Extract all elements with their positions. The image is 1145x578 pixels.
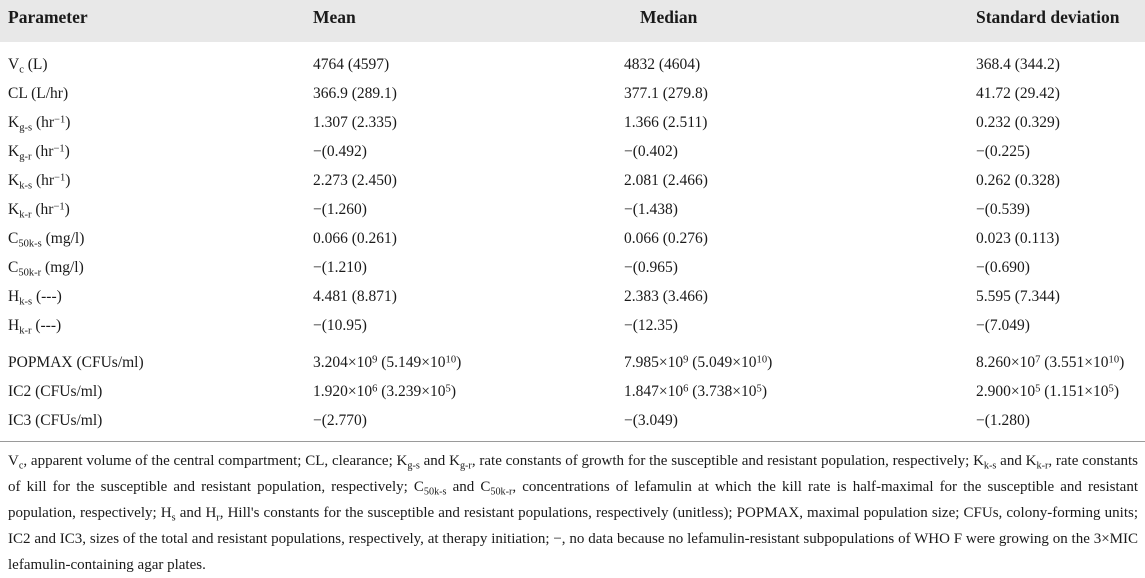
median-cell: 2.383 (3.466) (624, 288, 708, 305)
sd-cell: −(0.690) (976, 259, 1030, 276)
median-cell: −(1.438) (624, 201, 678, 218)
header-parameter: Parameter (8, 7, 88, 27)
median-cell: $1.847\times 10^6$ $(3.738\times 10^5)$ (624, 383, 767, 400)
mean-cell: $3.204\times 10^9$ $(5.149\times 10^{10})$ (313, 354, 462, 371)
mean-cell: 2.273 (2.450) (313, 172, 397, 189)
header-median: Median (640, 7, 698, 27)
table-footnote: $V_c$, apparent volume of the central compartment; CL, clearance; $K_{g-s}$ and $K_{g-r}$, rate constants of growth for the susceptible and resistant population, respectively; $K_{k-s}$ and $K_{k-r}$, rate constants of kill for the susceptible and resistant population, respectively; $C_{50k-s}$ and $C_{50k-r}$, concentrations of lefamulin at which the kill rate is half-maximal for the susceptible and resistant population, respectively; $H_s$ and $H_r$, Hill's constants for the susceptible and resistant populations, respectively (unitless); POPMAX, maximal population size; CFUs, colony-forming units; IC2 and IC3, sizes of the total and resistant populations, respectively, at therapy initiation; −, no data because no lefamulin-resistant subpopulations of WHO F were growing on the 3×MIC lefamulin-containing agar plates. (8, 453, 1139, 573)
mean-cell: −(10.95) (313, 317, 367, 334)
table-row (0, 79, 1145, 108)
sd-cell: 368.4 (344.2) (976, 56, 1060, 73)
header-mean: Mean (313, 7, 356, 27)
median-cell: −(0.965) (624, 259, 678, 276)
table-row (0, 108, 1145, 137)
sd-cell: $8.260\times 10^7$ $(3.551\times 10^{10})$ (976, 354, 1125, 371)
table-row (0, 195, 1145, 224)
median-cell: 2.081 (2.466) (624, 172, 708, 189)
mean-cell: −(2.770) (313, 412, 367, 429)
param-cell: IC3 (CFUs/ml) (8, 412, 103, 429)
sd-cell: 41.72 (29.42) (976, 85, 1060, 102)
sd-cell: −(7.049) (976, 317, 1030, 334)
param-cell: IC2 (CFUs/ml) (8, 383, 103, 400)
table-row (0, 282, 1145, 311)
sd-cell: 0.232 (0.329) (976, 114, 1060, 131)
mean-cell: −(1.210) (313, 259, 367, 276)
param-cell: $K_{k-s}$ $(hr^{-1})$ (8, 172, 71, 192)
sd-cell: 5.595 (7.344) (976, 288, 1060, 305)
sd-cell: −(0.539) (976, 201, 1030, 218)
mean-cell: 0.066 (0.261) (313, 230, 397, 247)
table-row-ic2 (0, 377, 1145, 406)
mean-cell: 1.307 (2.335) (313, 114, 397, 131)
median-cell: 377.1 (279.8) (624, 85, 708, 102)
param-cell: $K_{g-s}$ $(hr^{-1})$ (8, 114, 71, 134)
mean-cell: 366.9 (289.1) (313, 85, 397, 102)
param-cell: $C_{50k-r}$ (mg/l) (8, 259, 84, 279)
param-cell: $H_{k-s}$ (---) (8, 288, 62, 308)
median-cell: 0.066 (0.276) (624, 230, 708, 247)
median-cell: −(12.35) (624, 317, 678, 334)
median-cell: −(3.049) (624, 412, 678, 429)
table-row-ic3 (0, 406, 1145, 435)
mean-cell: −(1.260) (313, 201, 367, 218)
table-row-popmax (0, 348, 1145, 377)
table-header-row (0, 4, 1145, 46)
param-cell: $H_{k-r}$ (---) (8, 317, 62, 337)
mean-cell: 4.481 (8.871) (313, 288, 397, 305)
param-cell: CL (L/hr) (8, 85, 69, 102)
sd-cell: 0.262 (0.328) (976, 172, 1060, 189)
median-cell: $7.985\times 10^9$ $(5.049\times 10^{10})$ (624, 354, 773, 371)
header-standard-deviation: Standard deviation (976, 7, 1120, 27)
table-row (0, 224, 1145, 253)
table-row (0, 311, 1145, 340)
median-cell: 4832 (4604) (624, 56, 701, 73)
mean-cell: 4764 (4597) (313, 56, 390, 73)
table-row (0, 50, 1145, 79)
median-cell: −(0.402) (624, 143, 678, 160)
param-cell: $C_{50k-s}$ (mg/l) (8, 230, 85, 250)
param-cell: $V_c$ (L) (8, 56, 48, 76)
table-row (0, 137, 1145, 166)
sd-cell: $2.900\times 10^5$ $(1.151\times 10^5)$ (976, 383, 1119, 400)
table-row (0, 166, 1145, 195)
table-bottom-rule (0, 441, 1145, 442)
mean-cell: −(0.492) (313, 143, 367, 160)
param-cell: $K_{k-r}$ $(hr^{-1})$ (8, 201, 70, 221)
sd-cell: −(1.280) (976, 412, 1030, 429)
table-row (0, 253, 1145, 282)
sd-cell: 0.023 (0.113) (976, 230, 1060, 247)
sd-cell: −(0.225) (976, 143, 1030, 160)
mean-cell: $1.920\times 10^6$ $(3.239\times 10^5)$ (313, 383, 456, 400)
median-cell: 1.366 (2.511) (624, 114, 708, 131)
param-cell: POPMAX (CFUs/ml) (8, 354, 144, 371)
param-cell: $K_{g-r}$ $(hr^{-1})$ (8, 143, 70, 163)
